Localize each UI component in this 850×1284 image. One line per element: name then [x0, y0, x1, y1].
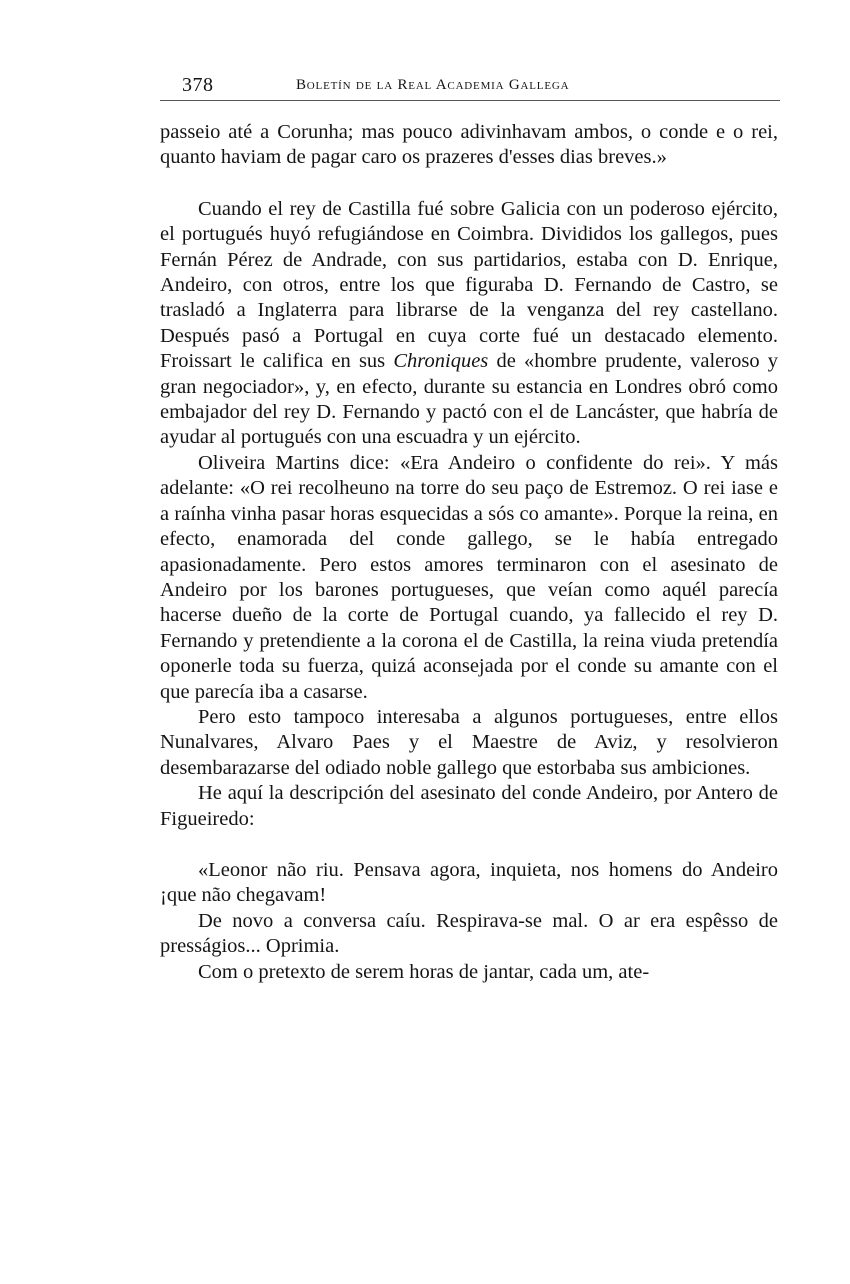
paragraph-castilla [160, 197, 778, 451]
quote-paragraph-conversa: De novo a conversa caíu. Respirava-se mal. O ar era espêsso de presságios... Oprimia. [160, 909, 778, 958]
paragraph-portugueses: Pero esto tampoco interesaba a algunos portugueses, entre ellos Nunalvares, Alvaro Paes y el Maestre de Aviz, y resolvieron desembarazarse del odiado noble gallego que estorbaba sus ambiciones. [160, 705, 778, 779]
quote-paragraph-pretexto: Com o pretexto de serem horas de jantar, cada um, ate- [198, 960, 650, 983]
paragraph-intro-quote: He aquí la descripción del asesinato del conde Andeiro, por Antero de Figueiredo: [160, 782, 778, 830]
running-head: Boletín de la Real Academia Gallega [296, 77, 570, 93]
paragraph-continuation: passeio até a Corunha; mas pouco adivinhavam ambos, o conde e o rei, quanto haviam de pagar caro os prazeres d'esses dias breves.» [160, 121, 778, 169]
paragraph-text-continued: de «hombre prudente, valeroso y gran negociador», y, en efecto, durante su estancia en Londres obró como embajador del rey D. Fernando y pactó con el de Lancáster, que habría de ayudar al portugués con una escuadra y un ejército. [160, 350, 779, 449]
quote-paragraph-leonor: «Leonor não riu. Pensava agora, inquieta, nos homens do Andeiro ¡que não chegavam! [160, 858, 778, 907]
page-number: 378 [182, 74, 214, 96]
italic-title: Chroniques [393, 350, 489, 373]
body-text [160, 120, 778, 985]
paragraph-oliveira: Oliveira Martins dice: «Era Andeiro o confidente do rei». Y más adelante: «O rei recolheuno na torre do seu paço de Estremoz. O rei iase e a raínha vinha pasar horas esquecidas a sós co amante». Porque la reina, en efecto, enamorada del conde gallego, se le había entregado apasionadamente. Pero estos amores terminaron con el asesinato de Andeiro por los barones portugueses, que veían como aquél parecía hacerse dueño de la corte de Portugal cuando, ya fallecido el rey D. Fernando y pretendiente a la corona el de Castilla, la reina viuda pretendía oponerle toda su fuerza, quizá aconsejada por el conde su amante con el que parecía iba a casarse. [160, 451, 778, 703]
page-header [160, 74, 780, 101]
paragraph-text: Cuando el rey de Castilla fué sobre Galicia con un poderoso ejército, el portugués huyó refugiándose en Coimbra. Divididos los gallegos, pues Fernán Pérez de Andrade, con sus partidarios, estaba con D. Enrique, Andeiro, con otros, entre los que figuraba D. Fernando de Castro, se trasladó a Inglaterra para librarse de la venganza del rey castellano. Después pasó a Portugal en cuya corte fué un destacado elemento. Froissart le califica en sus [160, 197, 778, 373]
